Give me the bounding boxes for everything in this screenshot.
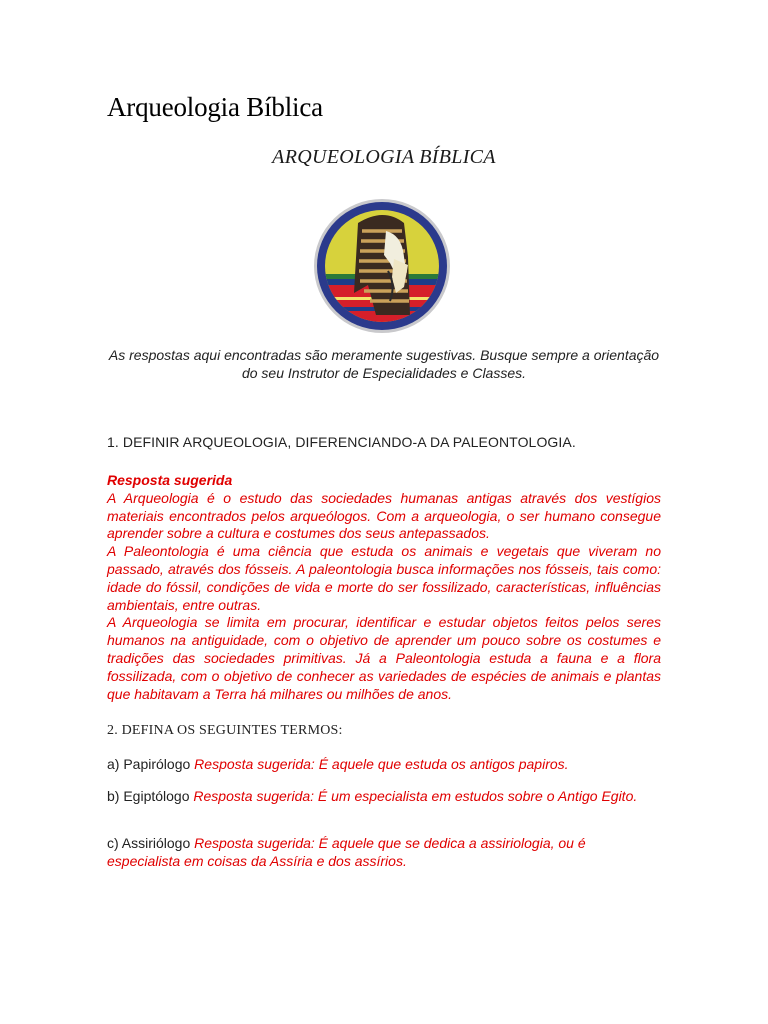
answer-paragraph: A Arqueologia é o estudo das sociedades humanas antigas através dos vestígios materiais encontrados pelos arqueólogos. Com a arqueologia, o ser humano consegue aprender sobre a cultura e costumes dos seus antepassados. (107, 489, 661, 542)
pharaoh-badge-icon (312, 197, 452, 335)
term-name: b) Egiptólogo (107, 788, 190, 804)
term-answer: Resposta sugerida: É aquele que se dedica a assiriologia, ou é especialista em coisas da Assíria e dos assírios. (107, 835, 586, 869)
term-name: c) Assiriólogo (107, 835, 191, 851)
term-name: a) Papirólogo (107, 756, 191, 772)
term-answer: Resposta sugerida: É aquele que estuda os antigos papiros. (194, 756, 569, 772)
term-item (107, 756, 661, 774)
question-2: 2. DEFINA OS SEGUINTES TERMOS: (107, 723, 343, 738)
term-answer: Resposta sugerida: É um especialista em estudos sobre o Antigo Egito. (193, 788, 638, 804)
answer-1 (107, 472, 661, 703)
disclaimer-text: As respostas aqui encontradas são meramente sugestivas. Busque sempre a orientação do seu Instrutor de Especialidades e Classes. (108, 347, 660, 381)
question-1: 1. DEFINIR ARQUEOLOGIA, DIFERENCIANDO-A DA PALEONTOLOGIA. (107, 434, 576, 450)
answer-label: Resposta sugerida (107, 472, 233, 488)
answer-paragraph: A Arqueologia se limita em procurar, identificar e estudar objetos feitos pelos seres humanos na antiguidade, com o objetivo de aprender um pouco sobre os costumes e tradições das sociedades primitivas. Já a Paleontologia estuda a fauna e a flora fossilizada, com o objetivo de conhecer as variedades de espécies de animais e plantas que habitavam a Terra há milhares ou milhões de anos. (107, 614, 661, 702)
term-item (107, 788, 661, 806)
answer-paragraph: A Paleontologia é uma ciência que estuda os animais e vegetais que viveram no passado, através dos fósseis. A paleontologia busca informações nos fósseis, tais como: idade do fóssil, condições de vida e morte do ser fossilizado, características, influências ambientais, entre outras. (107, 543, 661, 613)
term-item (107, 835, 661, 870)
page-title: Arqueologia Bíblica (107, 92, 323, 122)
document-subtitle: ARQUEOLOGIA BÍBLICA (272, 146, 496, 168)
